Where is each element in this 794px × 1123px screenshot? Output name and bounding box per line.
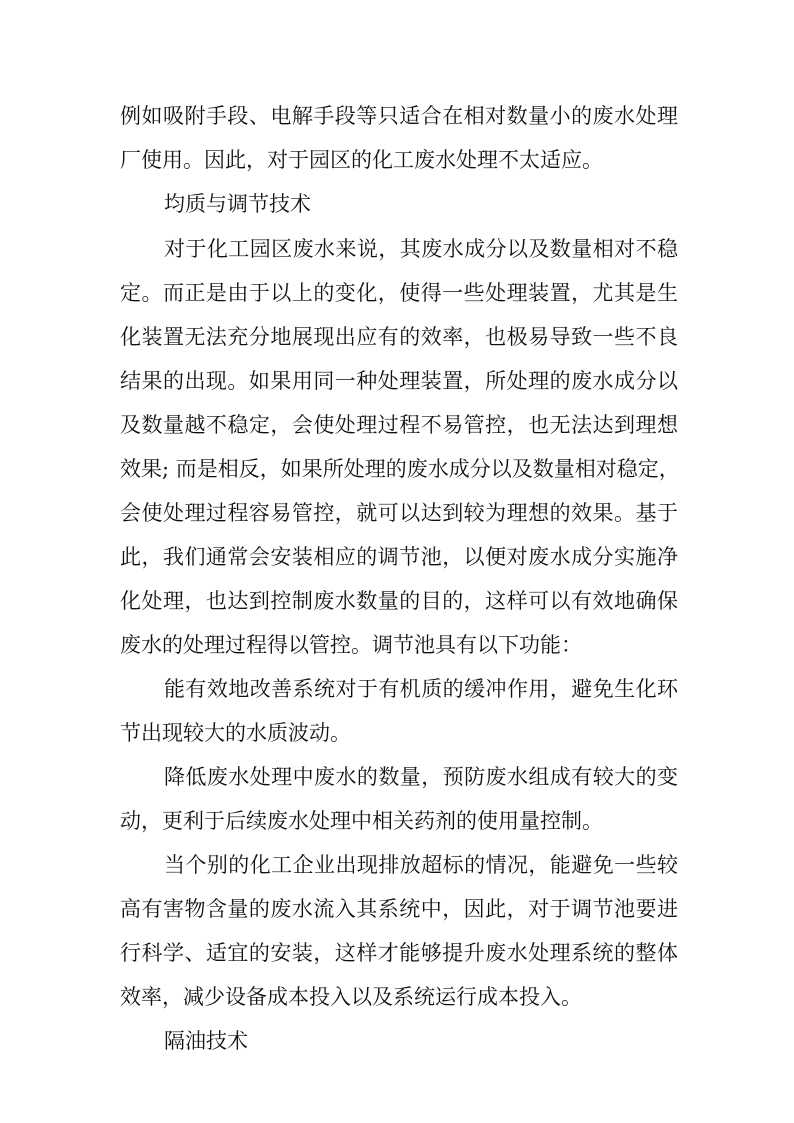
text-line: 化装置无法充分地展现出应有的效率，也极易导致一些不良 xyxy=(120,325,678,349)
text-line: 例如吸附手段、电解手段等只适合在相对数量小的废水处理 xyxy=(120,104,678,128)
text-line: 节出现较大的水质波动。 xyxy=(120,721,351,745)
text-line: 对于化工园区废水来说，其废水成分以及数量相对不稳 xyxy=(164,237,678,261)
text-line: 及数量越不稳定，会使处理过程不易管控，也无法达到理想 xyxy=(120,413,678,437)
text-line: 行科学、适宜的安装，这样才能够提升废水处理系统的整体 xyxy=(120,941,678,965)
text-line: 结果的出现。如果用同一种处理装置，所处理的废水成分以 xyxy=(120,369,678,393)
text-line: 效果; 而是相反，如果所处理的废水成分以及数量相对稳定， xyxy=(120,457,680,481)
text-line: 此，我们通常会安装相应的调节池，以便对废水成分实施净 xyxy=(120,545,678,569)
text-line: 当个别的化工企业出现排放超标的情况，能避免一些较 xyxy=(164,853,678,877)
text-line: 废水的处理过程得以管控。调节池具有以下功能： xyxy=(120,633,582,657)
text-line: 高有害物含量的废水流入其系统中，因此，对于调节池要进 xyxy=(120,897,678,921)
text-line: 厂使用。因此，对于园区的化工废水处理不太适应。 xyxy=(120,148,603,172)
text-line: 定。而正是由于以上的变化，使得一些处理装置，尤其是生 xyxy=(120,281,678,305)
text-line: 效率，减少设备成本投入以及系统运行成本投入。 xyxy=(120,985,582,1009)
section-heading: 隔油技术 xyxy=(164,1029,248,1053)
text-line: 动，更利于后续废水处理中相关药剂的使用量控制。 xyxy=(120,809,603,833)
section-heading: 均质与调节技术 xyxy=(164,192,311,216)
text-line: 会使处理过程容易管控，就可以达到较为理想的效果。基于 xyxy=(120,501,678,525)
text-line: 化处理，也达到控制废水数量的目的，这样可以有效地确保 xyxy=(120,589,678,613)
text-line: 能有效地改善系统对于有机质的缓冲作用，避免生化环 xyxy=(164,677,678,701)
text-line: 降低废水处理中废水的数量，预防废水组成有较大的变 xyxy=(164,765,678,789)
